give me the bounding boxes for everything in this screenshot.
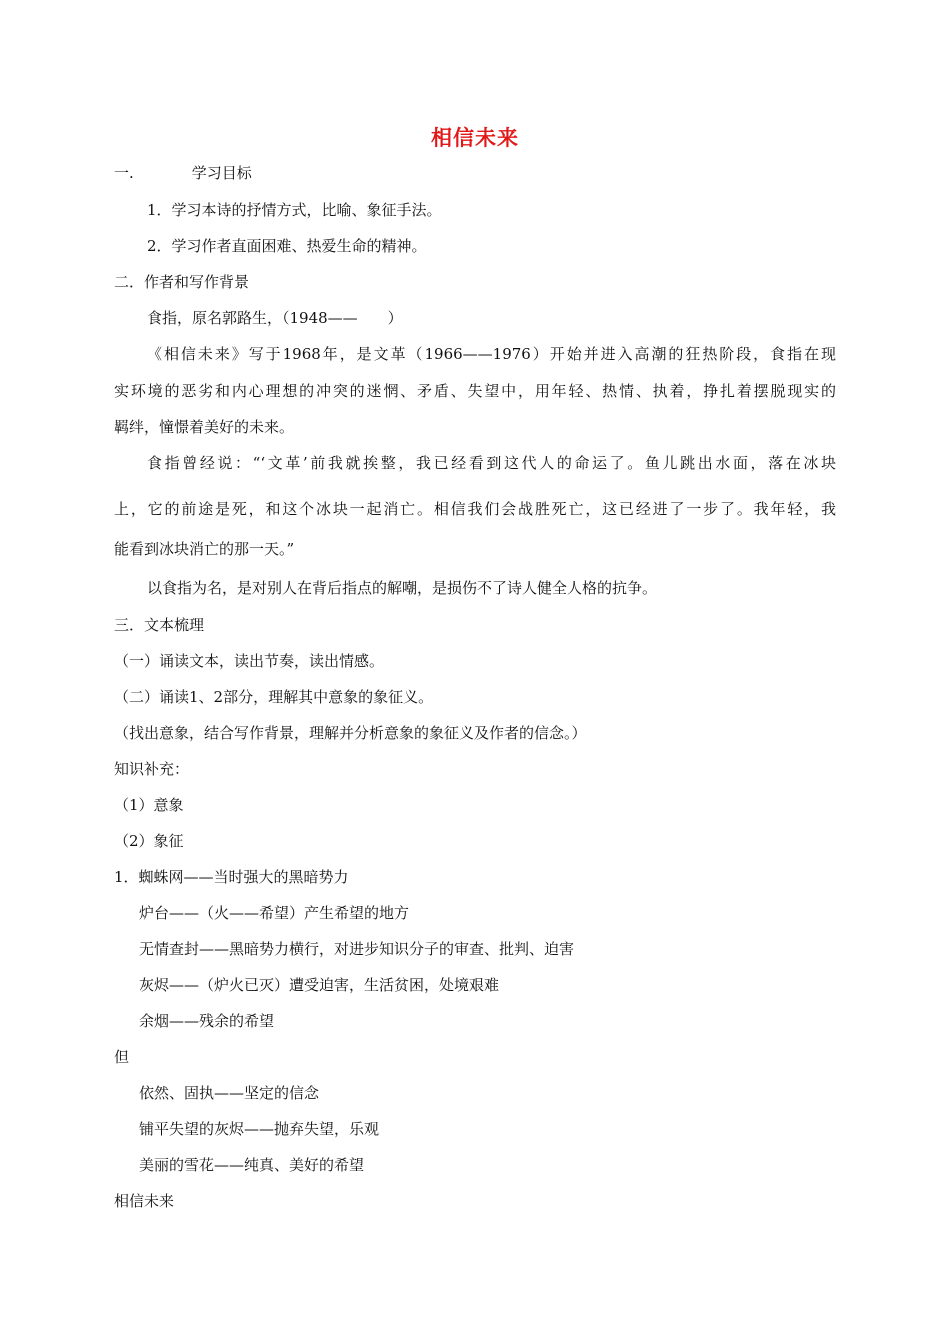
subsection-two: （二）诵读1、2部分，理解其中意象的象征义。 [114,688,434,706]
imagery-item-6: 依然、固执——坚定的信念 [139,1084,320,1102]
closing-line: 相信未来 [114,1192,175,1210]
knowledge-item-1: （1）意象 [114,796,184,814]
section-one-title: 学习目标 [191,164,252,182]
quote-paragraph-line-2: 上，它的前途是死，和这个冰块一起消亡。相信我们会战胜死亡，这已经进了一步了。我年轻，我 [114,500,836,518]
imagery-item-5: 余烟——残余的希望 [139,1012,275,1030]
background-paragraph-line-3: 羁绊，憧憬着美好的未来。 [114,418,295,436]
subsection-one: （一）诵读文本，读出节奏，读出情感。 [114,652,385,670]
section-one-heading [114,163,252,183]
pen-name-paragraph: 以食指为名，是对别人在背后指点的解嘲，是损伤不了诗人健全人格的抗争。 [147,579,658,597]
section-one-number: 一. [114,164,134,182]
author-intro: 食指，原名郭路生，（1948—— ） [147,309,403,327]
transition-word: 但 [114,1048,130,1066]
imagery-item-1: 1．蜘蛛网——当时强大的黑暗势力 [114,868,349,886]
goal-item-2: 2．学习作者直面困难、热爱生命的精神。 [147,237,427,255]
document-title: 相信未来 [431,126,519,150]
knowledge-heading: 知识补充： [114,760,190,778]
imagery-item-2: 炉台——（火——希望）产生希望的地方 [139,904,410,922]
section-two-heading: 二．作者和写作背景 [114,273,250,291]
background-paragraph-line-1: 《相信未来》写于1968年，是文革（1966——1976）开始并进入高潮的狂热阶段，食指在现 [147,345,836,363]
imagery-item-7: 铺平失望的灰烬——抛弃失望，乐观 [139,1120,380,1138]
background-paragraph-line-2: 实环境的恶劣和内心理想的冲突的迷惘、矛盾、失望中，用年轻、热情、执着，挣扎着摆脱现实的 [114,382,836,400]
quote-paragraph-line-1: 食指曾经说：“‘文革’前我就挨整，我已经看到这代人的命运了。鱼儿跳出水面，落在冰块 [147,454,836,472]
section-three-heading: 三．文本梳理 [114,616,205,634]
goal-item-1: 1．学习本诗的抒情方式，比喻、象征手法。 [147,201,442,219]
knowledge-item-2: （2）象征 [114,832,184,850]
imagery-item-4: 灰烬——（炉火已灭）遭受迫害，生活贫困，处境艰难 [139,976,500,994]
instruction-note: （找出意象，结合写作背景，理解并分析意象的象征义及作者的信念。） [114,724,587,742]
imagery-item-8: 美丽的雪花——纯真、美好的希望 [139,1156,365,1174]
imagery-item-3: 无情查封——黑暗势力横行，对进步知识分子的审查、批判、迫害 [139,940,575,958]
quote-paragraph-line-3: 能看到冰块消亡的那一天。” [114,540,295,558]
